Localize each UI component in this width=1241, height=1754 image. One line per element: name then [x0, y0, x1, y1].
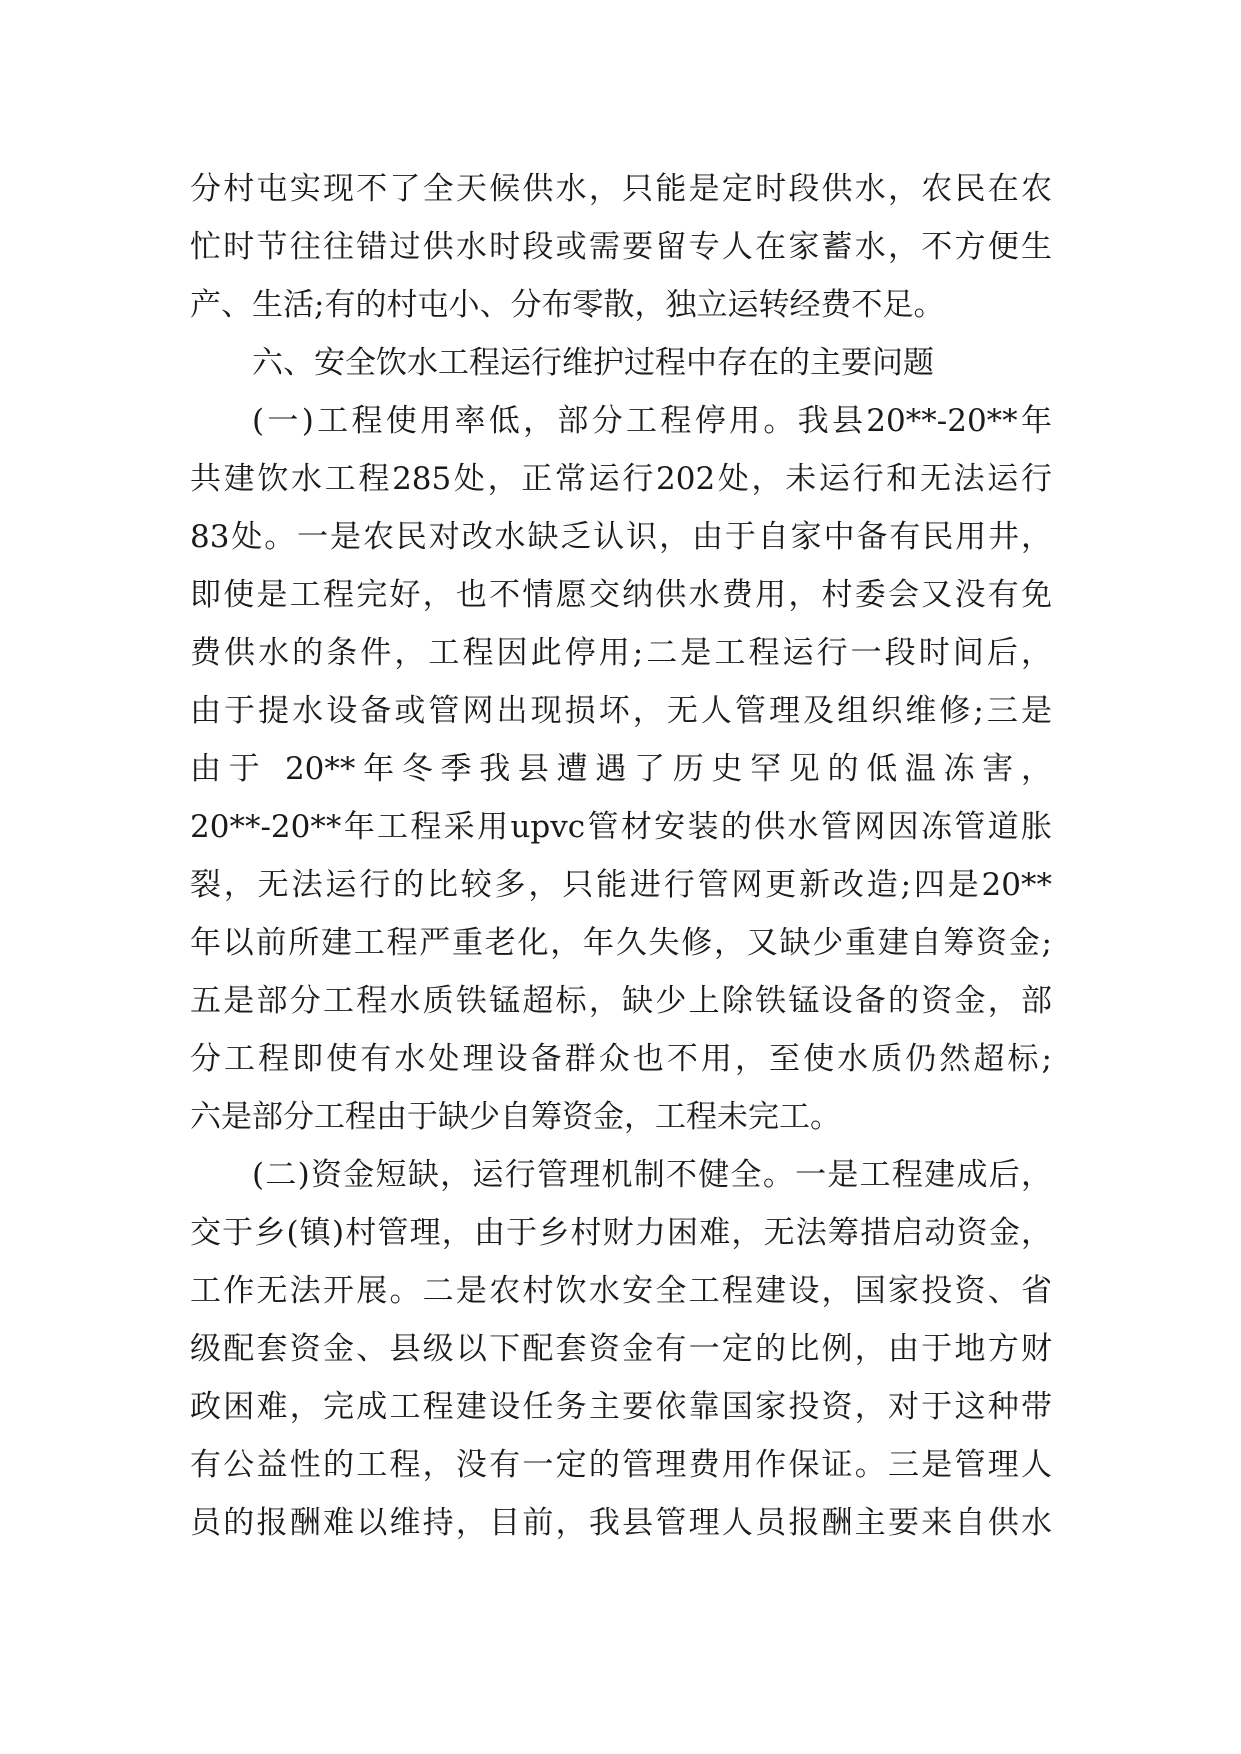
- section-heading: 六、安全饮水工程运行维护过程中存在的主要问题: [252, 345, 934, 381]
- text-line: 有公益性的工程，没有一定的管理费用作保证。三是管理人: [190, 1447, 1052, 1483]
- text-line: 工作无法开展。二是农村饮水安全工程建设，国家投资、省: [190, 1273, 1052, 1309]
- text-line: 由于 20**年冬季我县遭遇了历史罕见的低温冻害，: [190, 751, 1052, 787]
- text-line: 由于提水设备或管网出现损坏，无人管理及组织维修;三是: [190, 693, 1052, 729]
- subsection-heading-line: (一)工程使用率低，部分工程停用。我县20**-20**年: [252, 403, 1052, 439]
- text-line: 六是部分工程由于缺少自筹资金，工程未完工。: [190, 1099, 841, 1135]
- text-line: 忙时节往往错过供水时段或需要留专人在家蓄水，不方便生: [190, 229, 1052, 265]
- text-line: 产、生活;有的村屯小、分布零散，独立运转经费不足。: [190, 287, 945, 323]
- text-line: 五是部分工程水质铁锰超标，缺少上除铁锰设备的资金，部: [190, 983, 1052, 1019]
- text-line: 即使是工程完好，也不情愿交纳供水费用，村委会又没有免: [190, 577, 1052, 613]
- text-line: 员的报酬难以维持，目前，我县管理人员报酬主要来自供水: [190, 1505, 1052, 1541]
- text-line: 年以前所建工程严重老化，年久失修，又缺少重建自筹资金;: [190, 925, 1052, 961]
- text-line: 政困难，完成工程建设任务主要依靠国家投资，对于这种带: [190, 1389, 1052, 1425]
- text-line: 分工程即使有水处理设备群众也不用，至使水质仍然超标;: [190, 1041, 1052, 1077]
- text-line: 共建饮水工程285处，正常运行202处，未运行和无法运行: [190, 461, 1052, 497]
- text-line: 交于乡(镇)村管理，由于乡村财力困难，无法筹措启动资金，: [190, 1215, 1052, 1251]
- text-line: 裂，无法运行的比较多，只能进行管网更新改造;四是20**: [190, 867, 1052, 903]
- text-line: 级配套资金、县级以下配套资金有一定的比例，由于地方财: [190, 1331, 1052, 1367]
- text-line: 20**-20**年工程采用upvc管材安装的供水管网因冻管道胀: [190, 809, 1052, 845]
- text-line: 分村屯实现不了全天候供水，只能是定时段供水，农民在农: [190, 171, 1052, 207]
- subsection-heading-line: (二)资金短缺，运行管理机制不健全。一是工程建成后，: [252, 1157, 1052, 1193]
- body-text: [190, 160, 1052, 1552]
- text-line: 费供水的条件，工程因此停用;二是工程运行一段时间后，: [190, 635, 1052, 671]
- text-line: 83处。一是农民对改水缺乏认识，由于自家中备有民用井，: [190, 519, 1052, 555]
